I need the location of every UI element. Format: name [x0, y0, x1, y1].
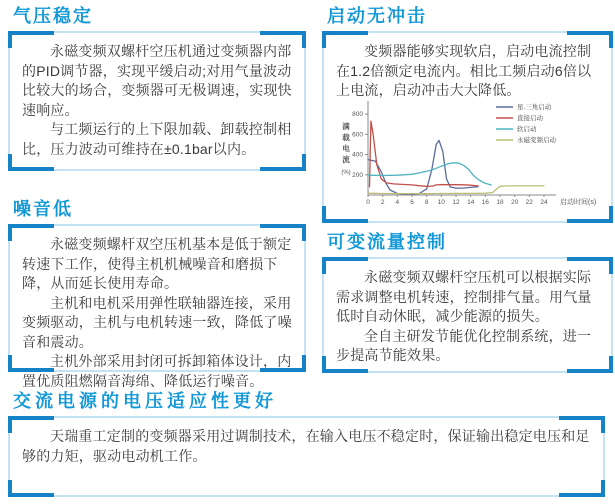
svg-text:(%): (%) [341, 170, 351, 176]
svg-text:22: 22 [525, 199, 533, 206]
svg-text:24: 24 [540, 199, 548, 206]
svg-text:直接启动: 直接启动 [517, 115, 543, 123]
startup-current-chart [330, 93, 604, 219]
paragraph: 全自主研发节能优化控制系统，进一步提高节能效果。 [336, 327, 592, 363]
corner-bracket-icon [8, 224, 54, 241]
section-soft-start [322, 5, 613, 223]
paragraph: 天瑞重工定制的变频器采用过调制技术，在输入电压不稳定时，保证输出稳定电压和足够的力矩，驱动电动机工作。 [22, 428, 590, 464]
paragraph: 永磁变频双螺杆空压机可以根据实际需求调整电机转速，控制排气量。用气量低时自动休眠，减少能源的损失。 [336, 269, 592, 324]
corner-bracket-icon [260, 224, 306, 241]
section-voltage-adaptability [8, 390, 605, 497]
svg-text:800: 800 [352, 111, 363, 119]
corner-bracket-icon [8, 31, 54, 48]
svg-text:14: 14 [467, 199, 475, 206]
svg-text:400: 400 [352, 151, 363, 159]
content-box-soft-start [322, 31, 613, 223]
corner-bracket-icon [559, 480, 605, 497]
paragraph: 永磁变频双螺杆空压机通过变频器内部的PID调节器，实现平缓启动;对用气量波动比较大的场合，变频器可无极调速，实现快速响应。 [22, 43, 292, 118]
paragraph: 主机和电机采用弹性联轴器连接，采用变频驱动，主机与电机转速一致，降低了噪音和震动。 [22, 294, 292, 350]
corner-bracket-icon [559, 416, 605, 433]
content-box-voltage-adaptability [8, 416, 605, 497]
svg-text:16: 16 [481, 199, 489, 206]
svg-text:4: 4 [395, 199, 400, 206]
svg-text:载: 载 [342, 133, 350, 142]
section-pressure-stability [8, 5, 306, 171]
paragraph: 变频器能够实现软启，启动电流控制在1.2倍额定电流内。相比工频启动6倍以上电流，启动冲击大大降低。 [336, 43, 592, 98]
corner-bracket-icon [260, 31, 306, 48]
corner-bracket-icon [322, 356, 368, 373]
svg-text:10: 10 [437, 199, 445, 206]
svg-text:600: 600 [352, 131, 363, 139]
svg-text:2: 2 [380, 199, 385, 206]
paragraph: 永磁变频螺杆双空压机基本是低于额定转速下工作，使得主机机械噪音和磨损下降，从而延长使用寿命。 [22, 236, 292, 291]
corner-bracket-icon [260, 154, 306, 171]
corner-bracket-icon [322, 31, 368, 48]
section-title-pressure-stability: 气压稳定 [13, 6, 93, 26]
svg-text:6: 6 [410, 199, 414, 206]
section-variable-flow [322, 231, 613, 373]
section-title-low-noise: 噪音低 [13, 199, 73, 219]
corner-bracket-icon [8, 480, 54, 497]
svg-text:星.三角启动: 星.三角启动 [517, 104, 552, 112]
corner-bracket-icon [322, 257, 368, 274]
section-low-noise [8, 198, 306, 389]
svg-text:软启动: 软启动 [517, 126, 537, 134]
corner-bracket-icon [567, 31, 613, 48]
svg-text:20: 20 [511, 199, 519, 206]
corner-bracket-icon [260, 355, 306, 372]
svg-text:电: 电 [342, 144, 350, 153]
paragraph: 与工频运行的上下限加载、卸载控制相比，压力波动可维持在±0.1bar以内。 [22, 121, 292, 157]
svg-text:18: 18 [496, 199, 504, 206]
svg-text:流: 流 [342, 155, 350, 164]
corner-bracket-icon [8, 416, 54, 433]
corner-bracket-icon [567, 356, 613, 373]
svg-text:启动时间(s): 启动时间(s) [560, 199, 597, 206]
svg-text:12: 12 [452, 199, 460, 206]
corner-bracket-icon [8, 355, 54, 372]
section-title-voltage-adaptability: 交流电源的电压适应性更好 [13, 391, 277, 411]
section-title-variable-flow: 可变流量控制 [327, 232, 447, 252]
svg-text:200: 200 [352, 171, 363, 179]
content-box-low-noise [8, 224, 306, 389]
paragraph: 主机外部采用封闭可拆卸箱体设计，内置优质阻燃隔音海绵、降低运行噪音。 [22, 353, 292, 389]
svg-text:永磁变频启动: 永磁变频启动 [517, 137, 556, 145]
corner-bracket-icon [8, 154, 54, 171]
svg-text:满: 满 [342, 122, 350, 131]
svg-text:0: 0 [366, 199, 370, 206]
content-box-pressure-stability [8, 31, 306, 171]
corner-bracket-icon [567, 257, 613, 274]
content-box-variable-flow [322, 257, 613, 373]
svg-text:8: 8 [424, 199, 429, 206]
section-title-soft-start: 启动无冲击 [327, 6, 427, 26]
